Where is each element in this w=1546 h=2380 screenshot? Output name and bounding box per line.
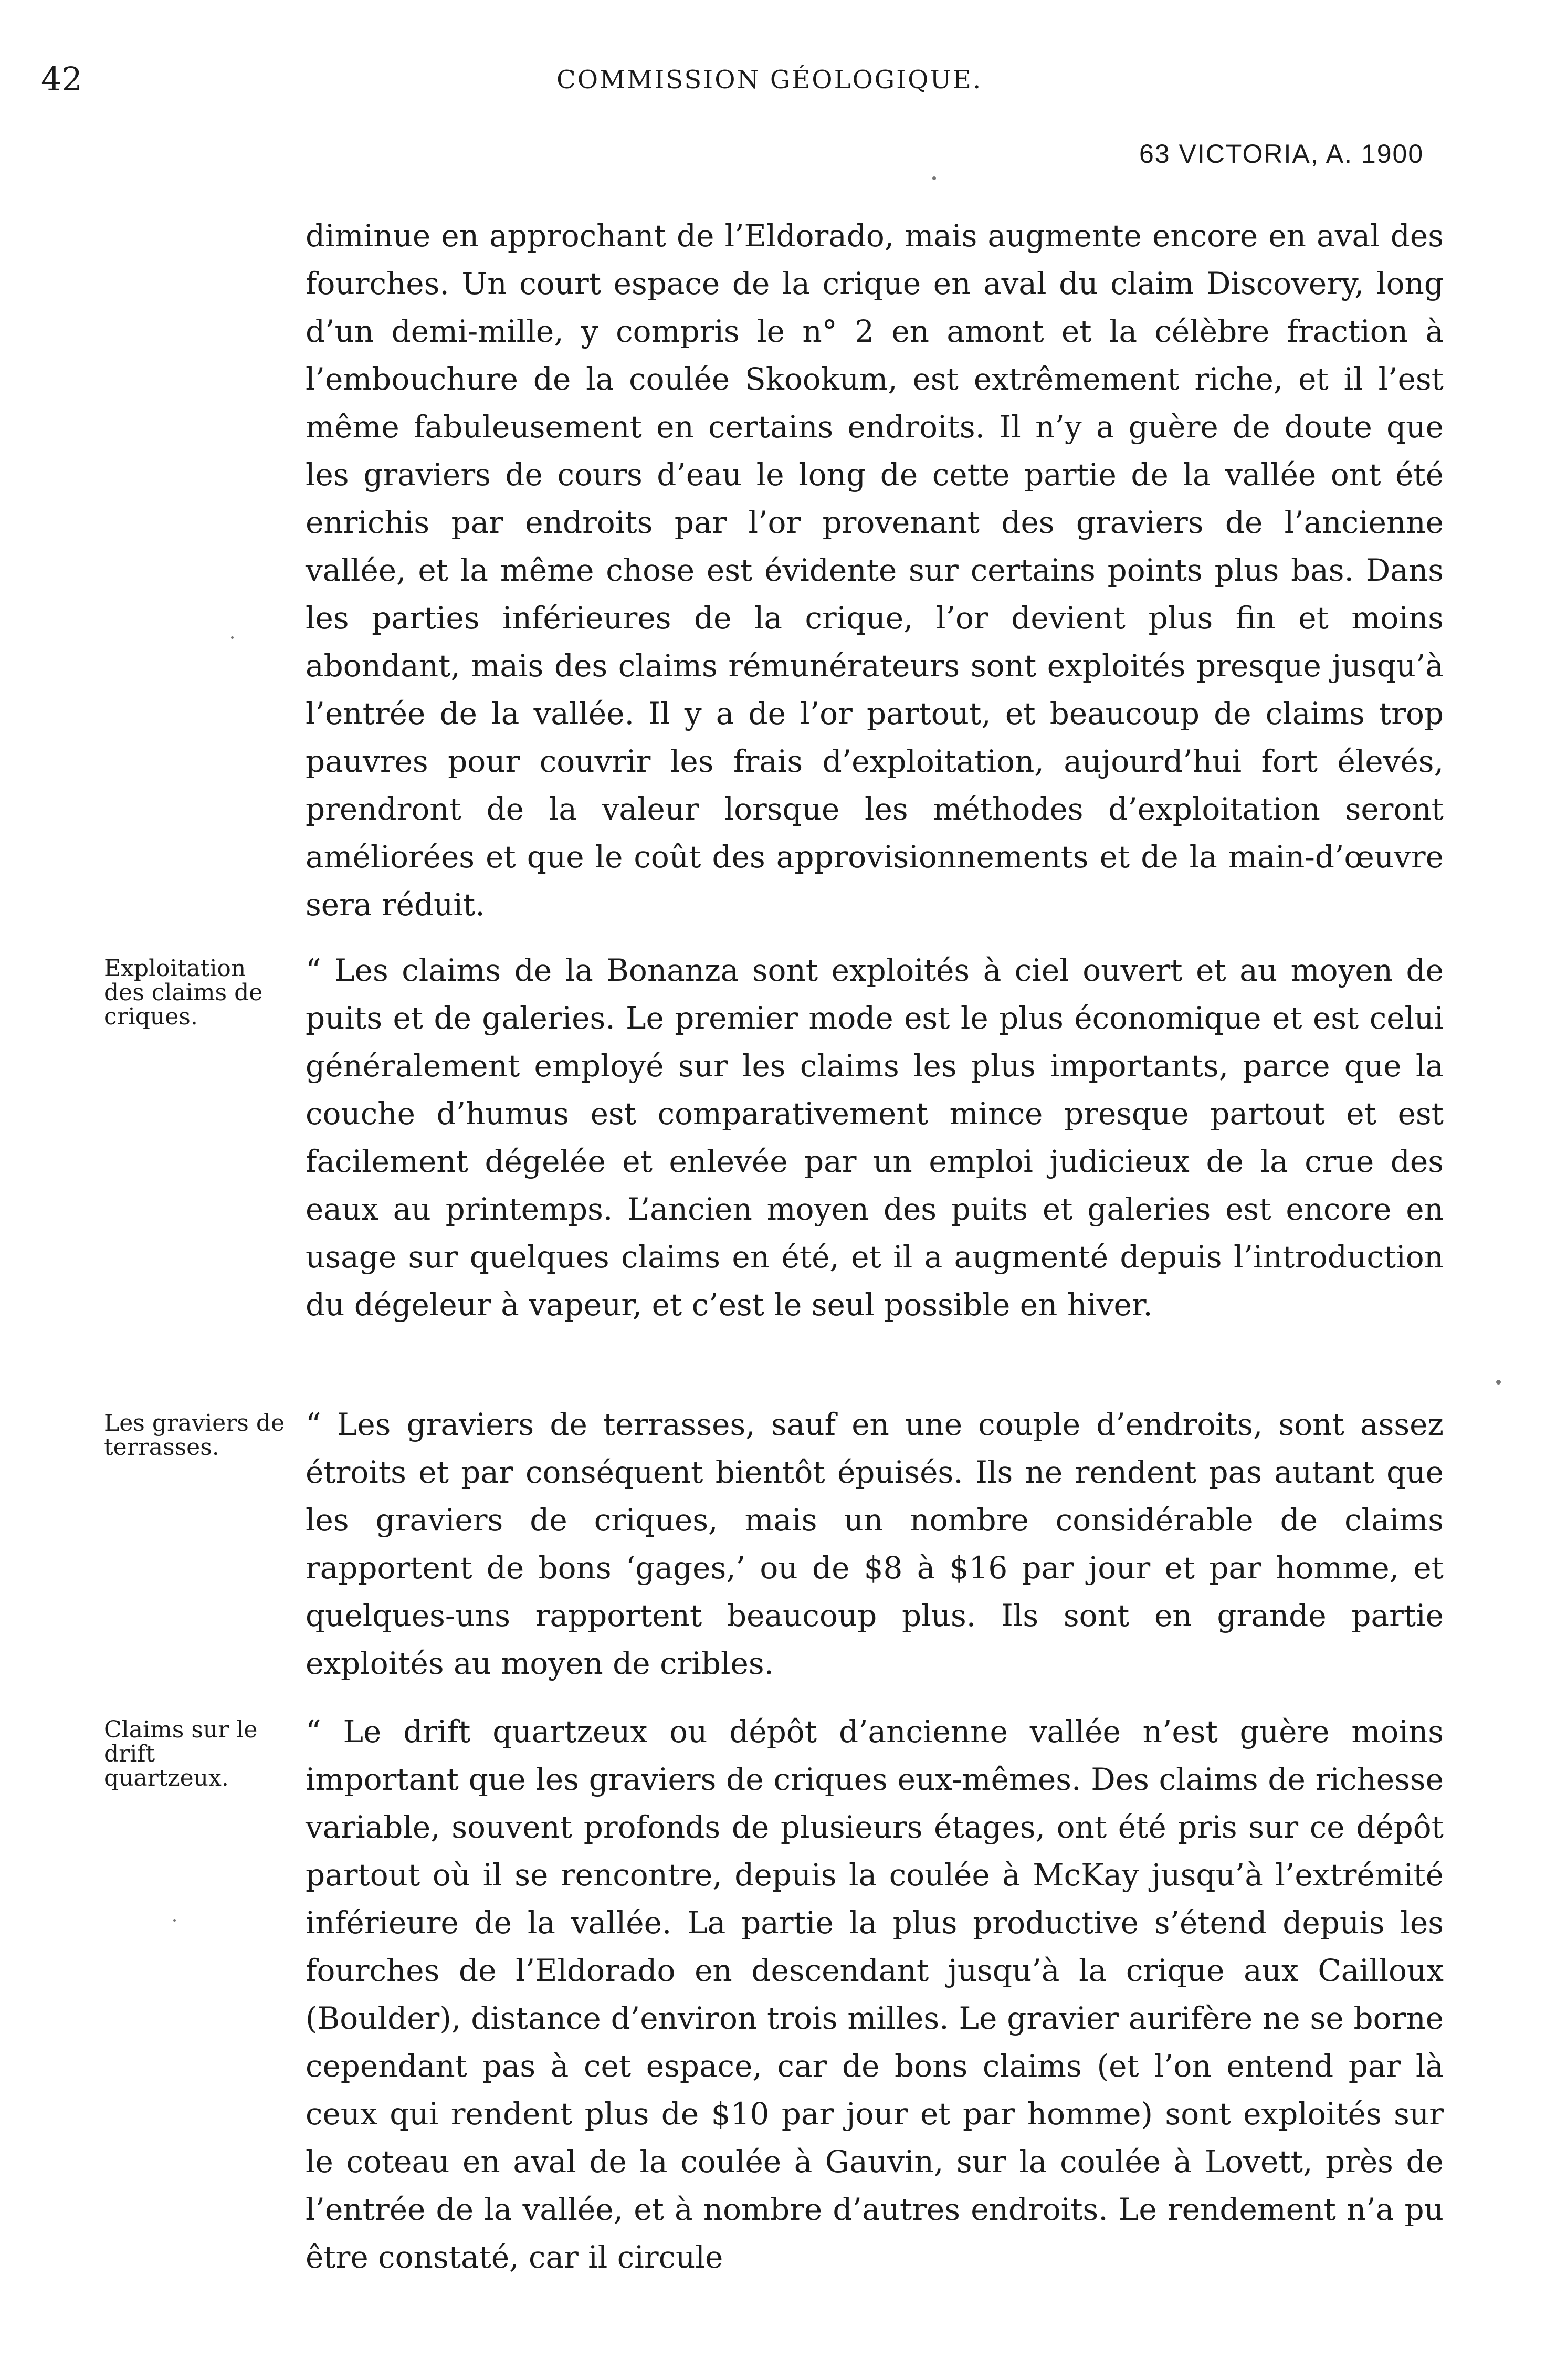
margin-note-drift-quartzeux: Claims sur le drift quartzeux. xyxy=(104,1716,258,1791)
running-title: COMMISSION GÉOLOGIQUE. xyxy=(556,65,983,95)
paragraph-quartz-drift: “ Le drift quartzeux ou dépôt d’ancienne vallée n’est guère moins important que les graviers de criques eux-mêmes. Des claims de richesse variable, souvent profonds de plusieurs étages, ont été pris sur ce dépôt partout où il se rencontre, depuis la coulée à McKay jusqu’à l’extrémité inférieure de la vallée. La partie la plus productive s’étend depuis les fourches de l’Eldorado en descendant jusqu’à la crique aux Cailloux (Boulder), distance d’environ trois milles. Le gravier aurifère ne se borne cependant pas à cet espace, car de bons claims (et l’on entend par là ceux qui rendent plus de $10 par jour et par homme) sont exploités sur le coteau en aval de la coulée à Gauvin, sur la coulée à Lovett, près de l’entrée de la vallée, et à nombre d’autres endroits. Le rendement n’a pu être constaté, car il circule xyxy=(306,1714,1444,2275)
scan-speck xyxy=(1496,1380,1501,1385)
margin-note-terrasses: Les graviers de terrasses. xyxy=(104,1410,285,1461)
page-number: 42 xyxy=(41,60,82,98)
paragraph-bonanza-claims: “ Les claims de la Bonanza sont exploités à ciel ouvert et au moyen de puits et de galeries. Le premier mode est le plus économique et est celui généralement employé sur les claims les plus importants, parce que la couche d’humus est comparativement mince presque partout et est facilement dégelée et enlevée par un emploi judicieux de la crue des eaux au printemps. L’ancien moyen des puits et galeries est encore en usage sur quelques claims en été, et il a augmenté depuis l’introduction du dégeleur à vapeur, et c’est le seul possible en hiver. xyxy=(306,952,1444,1323)
paragraph-continuation: diminue en approchant de l’Eldorado, mais augmente encore en aval des fourches. Un court espace de la crique en aval du claim Discovery, long d’un demi-mille, y compris le n° 2 en amont et la célèbre fraction à l’embouchure de la coulée Skookum, est extrêmement riche, et il l’est même fabuleusement en certains endroits. Il n’y a guère de doute que les graviers de cours d’eau le long de cette partie de la vallée ont été enrichis par endroits par l’or provenant des graviers de l’ancienne vallée, et la même chose est évidente sur certains points plus bas. Dans les parties inférieures de la crique, l’or devient plus fin et moins abondant, mais des claims rémunérateurs sont exploités presque jusqu’à l’entrée de la vallée. Il y a de l’or partout, et beaucoup de claims trop pauvres pour couvrir les frais d’exploitation, aujourd’hui fort élevés, prendront de la valeur lorsque les méthodes d’exploitation seront améliorées et que le coût des approvisionnements et de la main-d’œuvre sera réduit. xyxy=(306,218,1444,922)
scan-speck xyxy=(932,176,936,180)
margin-note-exploitation: Exploitation des claims de criques. xyxy=(104,955,263,1030)
scan-speck xyxy=(173,1919,176,1922)
session-reference: 63 VICTORIA, A. 1900 xyxy=(1139,139,1424,169)
scan-speck xyxy=(231,636,234,639)
paragraph-terrace-gravels: “ Les graviers de terrasses, sauf en une couple d’endroits, sont assez étroits et par conséquent bientôt épuisés. Ils ne rendent pas autant que les graviers de criques, mais un nombre considérable de claims rapportent de bons ‘gages,’ ou de $8 à $16 par jour et par homme, et quelques-uns rapportent beaucoup plus. Ils sont en grande partie exploités au moyen de cribles. xyxy=(306,1407,1444,1681)
